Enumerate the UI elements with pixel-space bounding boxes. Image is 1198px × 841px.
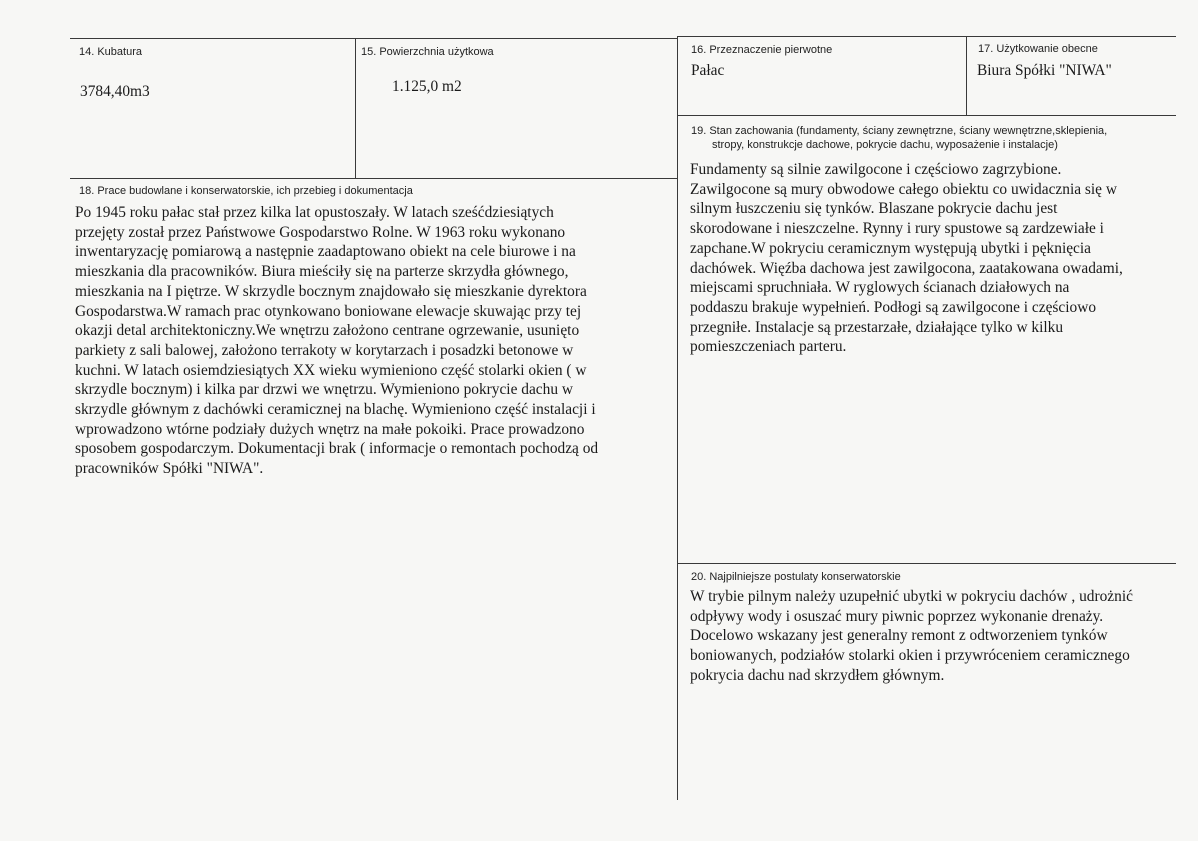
prace-line: kuchni. W latach osiemdziesiątych XX wieku wymieniono część stolarki okien ( w	[75, 361, 587, 379]
prace-line: pracowników Spółki "NIWA".	[75, 460, 264, 478]
field-prace-label: 18. Prace budowlane i konserwatorskie, ich przebieg i dokumentacja	[79, 185, 413, 197]
stan-line: Zawilgocone są mury obwodowe całego obiektu co uwidacznia się w	[690, 180, 1117, 198]
field-postulaty-label: 20. Najpilniejsze postulaty konserwatorskie	[691, 571, 901, 583]
divider-14-15	[355, 38, 356, 179]
prace-line: okazji detal architektoniczny.We wnętrzu założono centrane ogrzewanie, usunięto	[75, 322, 580, 340]
field-kubatura-label: 14. Kubatura	[79, 46, 142, 58]
stan-line: pomieszczeniach parteru.	[690, 338, 847, 356]
prace-line: parkiety z sali balowej, założono terrakoty w korytarzach i posadzki betonowe w	[75, 341, 574, 359]
field-uzytkowanie-value: Biura Spółki "NIWA"	[977, 62, 1112, 79]
postulaty-line: Docelowo wskazany jest generalny remont z odtworzeniem tynków	[690, 627, 1108, 645]
stan-line: skorodowane i nieszczelne. Rynny i rury spustowe są zardzewiałe i	[690, 220, 1104, 238]
postulaty-line: pokrycia dachu nad skrzydłem głównym.	[690, 666, 945, 684]
prace-line: skrzydle bocznym) i kilka par drzwi we wnętrzu. Wymieniono pokrycie dachu w	[75, 381, 573, 399]
stan-line: zapchane.W pokryciu ceramicznym występują ubytki i pęknięcia	[690, 239, 1091, 257]
border-below-16-17	[677, 115, 1176, 116]
top-border-right	[677, 36, 1176, 37]
prace-line: Po 1945 roku pałac stał przez kilka lat opustoszały. W latach sześćdziesiątych	[75, 204, 554, 221]
stan-line: poddaszu brakuje wypełnień. Podłogi są zawilgocone i częściowo	[690, 298, 1097, 316]
field-prace-text	[75, 203, 598, 479]
prace-line: mieszkania na I piętrze. W skrzydle bocznym znajdowało się mieszkanie dyrektora	[75, 282, 587, 300]
postulaty-line: W trybie pilnym należy uzupełnić ubytki w pokryciu dachów , udrożnić	[690, 588, 1133, 605]
prace-line: mieszkania dla pracowników. Biura mieściły się na parterze skrzydła głównego,	[75, 263, 569, 281]
prace-line: Gospodarstwa.W ramach prac otynkowano boniowane elewacje skuwając przy tej	[75, 302, 582, 320]
field-powierzchnia-value: 1.125,0 m2	[392, 78, 462, 95]
field-przeznaczenie-value: Pałac	[691, 62, 725, 79]
stan-line: silnym łuszczeniu się tynków. Blaszane pokrycie dachu jest	[690, 200, 1058, 218]
border-below-14-15	[70, 178, 677, 179]
field-postulaty-text	[690, 587, 1176, 686]
stan-line: miejscami spruchniała. W ryglowych ścianach działowych na	[690, 279, 1070, 297]
stan-line: dachówek. Więźba dachowa jest zawilgocona, zaatakowana owadami,	[690, 259, 1123, 277]
postulaty-line: boniowanych, podziałów stolarki okien i przywróceniem ceramicznego	[690, 647, 1130, 665]
top-border-left	[70, 38, 677, 39]
prace-line: wprowadzono wtórne podziały dużych wnętrz na małe pokoiki. Prace prowadzono	[75, 420, 585, 438]
stan-line: Fundamenty są silnie zawilgocone i częściowo zagrzybione.	[690, 161, 1062, 178]
divider-left-right	[677, 36, 678, 800]
prace-line: skrzydle głównym z dachówki ceramicznej na blachę. Wymieniono część instalacji i	[75, 401, 596, 419]
field-stan-label-2: stropy, konstrukcje dachowe, pokrycie dachu, wyposażenie i instalacje)	[712, 139, 1058, 151]
field-powierzchnia-label: 15. Powierzchnia użytkowa	[361, 46, 494, 58]
field-kubatura-value: 3784,40m3	[80, 83, 150, 100]
field-stan-label-1: 19. Stan zachowania (fundamenty, ściany zewnętrzne, ściany wewnętrzne,sklepienia,	[691, 125, 1108, 137]
divider-16-17	[966, 36, 967, 116]
prace-line: inwentaryzację pomiarową a następnie zaadaptowano obiekt na cele biurowe i na	[75, 243, 576, 261]
border-above-20	[677, 563, 1176, 564]
prace-line: przejęty został przez Państwowe Gospodarstwo Rolne. W 1963 roku wykonano	[75, 223, 566, 241]
field-stan-text	[690, 160, 1123, 357]
postulaty-line: odpływy wody i osuszać mury piwnic poprzez wykonanie drenaży.	[690, 607, 1104, 625]
field-przeznaczenie-label: 16. Przeznaczenie pierwotne	[691, 44, 833, 56]
field-uzytkowanie-label: 17. Użytkowanie obecne	[978, 43, 1098, 55]
prace-line: sposobem gospodarczym. Dokumentacji brak ( informacje o remontach pochodzą od	[75, 440, 599, 458]
stan-line: przegniłe. Instalacje są przestarzałe, działające tylko w kilku	[690, 318, 1064, 336]
